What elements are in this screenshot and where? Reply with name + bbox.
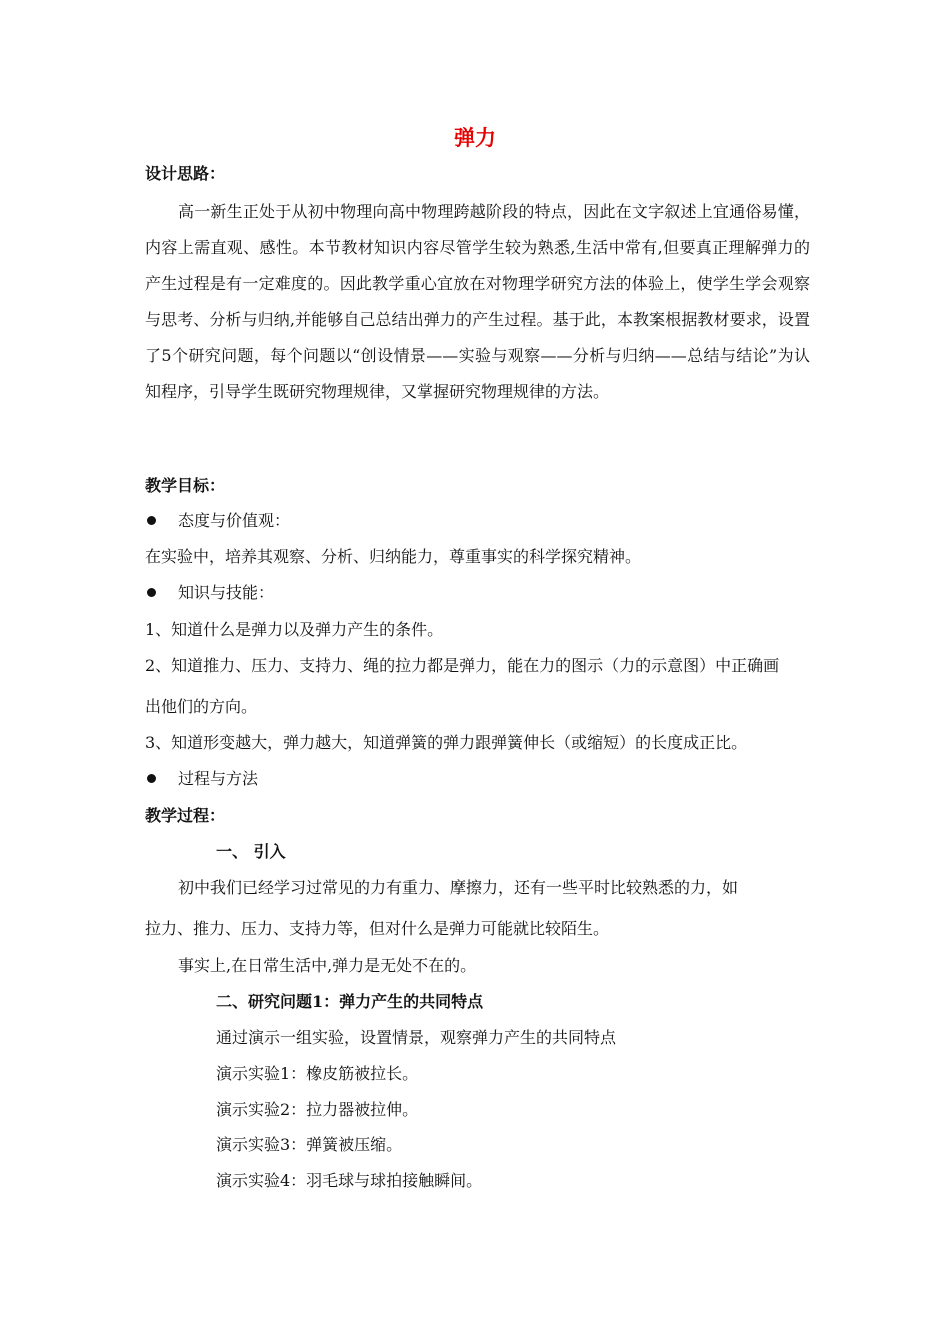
experiment-3: 演示实验3：弹簧被压缩。 [216,1135,403,1154]
bullet-knowledge: 知识与技能： [178,583,275,602]
intro-line-3: 事实上,在日常生活中,弹力是无处不在的。 [178,956,477,975]
problem-1-intro: 通过演示一组实验，设置情景，观察弹力产生的共同特点 [216,1028,617,1047]
intro-line-1: 初中我们已经学习过常见的力有重力、摩擦力，还有一些平时比较熟悉的力，如 [178,878,739,897]
attitude-text: 在实验中，培养其观察、分析、归纳能力，尊重事实的科学探究精神。 [145,547,642,566]
knowledge-item-1: 1、知道什么是弹力以及弹力产生的条件。 [145,620,444,639]
experiment-4: 演示实验4：羽毛球与球拍接触瞬间。 [216,1171,483,1190]
intro-line-2: 拉力、推力、压力、支持力等，但对什么是弹力可能就比较陌生。 [145,919,610,938]
bullet-dot-icon [147,516,156,525]
section-heading-goals: 教学目标： [145,476,226,495]
section-heading-process: 教学过程： [145,806,226,825]
part-heading-problem-1: 二、研究问题1：弹力产生的共同特点 [216,992,484,1011]
bullet-process: 过程与方法 [178,769,259,788]
bullet-dot-icon [147,774,156,783]
knowledge-item-2-cont: 出他们的方向。 [145,697,258,716]
bullet-dot-icon [147,588,156,597]
section-heading-design: 设计思路： [145,164,226,183]
bullet-attitude: 态度与价值观： [178,511,291,530]
part-heading-intro: 一、 引入 [216,842,286,861]
knowledge-item-3: 3、知道形变越大，弹力越大，知道弹簧的弹力跟弹簧伸长（或缩短）的长度成正比。 [145,733,748,752]
knowledge-item-2: 2、知道推力、压力、支持力、绳的拉力都是弹力，能在力的图示（力的示意图）中正确画 [145,656,780,675]
design-paragraph: 高一新生正处于从初中物理向高中物理跨越阶段的特点，因此在文字叙述上宜通俗易懂，内容上需直观、感性。本节教材知识内容尽管学生较为熟悉,生活中常有,但要真正理解弹力的产生过程是有一定难度的。因此教学重心宜放在对物理学研究方法的体验上，使学生学会观察与思考、分析与归纳,并能够自己总结出弹力的产生过程。基于此，本教案根据教材要求，设置了5个研究问题，每个问题以“创设情景——实验与观察——分析与归纳——总结与结论”为认知程序，引导学生既研究物理规律，又掌握研究物理规律的方法。 [145,202,810,401]
doc-title: 弹力 [454,125,496,150]
experiment-1: 演示实验1：橡皮筋被拉长。 [216,1064,419,1083]
experiment-2: 演示实验2：拉力器被拉伸。 [216,1100,419,1119]
